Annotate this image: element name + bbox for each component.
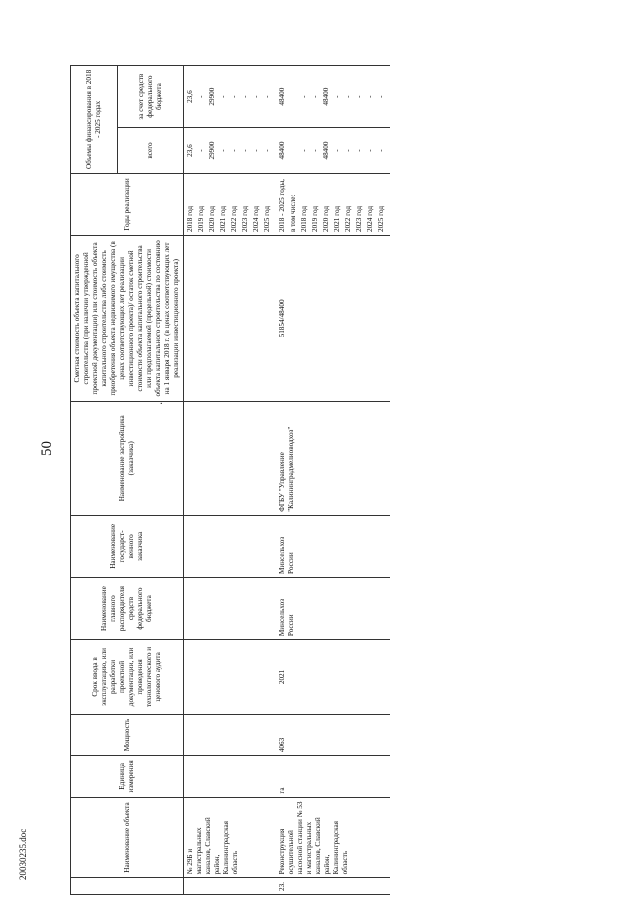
list-value [289, 131, 300, 170]
unit: га [276, 756, 390, 797]
list-value: 48400 [322, 141, 330, 160]
developer: ФГБУ "Управление "Калининградмелиоводхоз" [276, 401, 390, 515]
list-value: - [230, 149, 238, 152]
header-blank [71, 878, 184, 895]
footer-filename: 20030235.doc [18, 828, 28, 880]
investment-table [70, 65, 390, 895]
row-number: 23. [276, 878, 390, 895]
header-capacity: Мощность [71, 714, 184, 755]
header-unit: Единица измерения [71, 756, 184, 797]
list-value: - [333, 95, 341, 98]
header-years: Годы реализации [71, 173, 184, 235]
list-value: - [252, 149, 260, 152]
list-value: - [377, 149, 385, 152]
header-funding-group: Объемы финансирования в 2018 - 2025 годах [71, 66, 118, 174]
list-value: 23,6 [186, 144, 194, 157]
list-value: - [263, 149, 271, 152]
list-value: - [300, 149, 308, 152]
list-value: - [197, 95, 205, 98]
list-value: 2019 год [311, 206, 319, 232]
years-list [184, 173, 277, 235]
list-value: 2020 год [322, 206, 330, 232]
list-value: - [366, 95, 374, 98]
total-list [276, 128, 390, 174]
table-row [276, 66, 390, 895]
years-list [276, 173, 390, 235]
estimate: 51854/48400 [276, 236, 390, 402]
object-name: Реконструкция осушительной насосной станции № 53 и магистральных каналов, Славский район, Калининградская область [276, 797, 390, 878]
list-value: - [252, 95, 260, 98]
list-value: в том числе: [289, 194, 297, 232]
stray-mark: . [160, 396, 163, 407]
list-value [289, 69, 300, 124]
list-value: - [311, 95, 319, 98]
list-value: - [344, 149, 352, 152]
list-value: - [355, 149, 363, 152]
page-number: 50 [39, 441, 55, 456]
header-main-manager: Наименование главного распорядителя средств федерального бюджета [71, 577, 184, 639]
list-value: - [344, 95, 352, 98]
object-name: № 29Б и магистральных каналов, Славский район, Калининградская область [184, 797, 277, 878]
list-value: 2018 год [186, 206, 194, 232]
list-value: 2020 год [208, 206, 216, 232]
list-value: 2022 год [344, 206, 352, 232]
table-row [184, 66, 277, 895]
list-value: 29900 [208, 141, 216, 160]
commission-year: 2021 [276, 640, 390, 715]
header-total: всего [118, 128, 184, 174]
list-value: - [241, 95, 249, 98]
list-value: - [263, 95, 271, 98]
list-value: - [197, 149, 205, 152]
list-value: 2024 год [252, 206, 260, 232]
list-value: - [230, 95, 238, 98]
main-manager: Минсельхоз России [276, 577, 390, 639]
customer: Минсельхоз России [276, 515, 390, 577]
list-value: 2023 год [355, 206, 363, 232]
list-value: 48400 [278, 87, 286, 106]
list-value: 2021 год [333, 206, 341, 232]
list-value: 29900 [208, 87, 216, 106]
header-estimate: Сметная стоимость объекта капитального строительства (при наличии утвержденной проектной документации) или стоимость объекта капитального строительства либо стоимость приобретения объекта недвижимого имущества (в ценах соответствующих лет реализации инвестиционного проекта)/ остаток сметной стоимости объекта капитального строительства или предполагаемой (предельной) стоимости объекта капитального строительства по состоянию на 1 января 2018 г. (в ценах соответствующих лет реализации инвестиционного проекта) [71, 236, 184, 402]
list-value: 2018 - 2025 годы, [278, 179, 286, 232]
list-value: 2024 год [366, 206, 374, 232]
capacity: 4063 [276, 714, 390, 755]
list-value: 2018 год [300, 206, 308, 232]
federal-list [276, 66, 390, 128]
list-value: 48400 [322, 87, 330, 106]
header-customer: Наименование государст-венного заказчика [71, 515, 184, 577]
list-value: - [300, 95, 308, 98]
list-value: 2022 год [230, 206, 238, 232]
list-value: 2025 год [263, 206, 271, 232]
list-value: 2021 год [219, 206, 227, 232]
total-list [184, 128, 277, 174]
federal-list [184, 66, 277, 128]
header-name: Наименование объекта [71, 797, 184, 878]
list-value: - [355, 95, 363, 98]
list-value: - [333, 149, 341, 152]
list-value: - [366, 149, 374, 152]
list-value: - [219, 149, 227, 152]
list-value: 2025 год [377, 206, 385, 232]
list-value: - [311, 149, 319, 152]
list-value: 48400 [278, 141, 286, 160]
header-developer: Наименование застройщика (заказчика) [71, 401, 184, 515]
list-value: 2023 год [241, 206, 249, 232]
list-value: 2019 год [197, 206, 205, 232]
list-value: - [219, 95, 227, 98]
rotated-table-wrapper [70, 65, 635, 895]
list-value: 23,6 [186, 90, 194, 103]
header-federal: за счет средств федерального бюджета [118, 66, 184, 128]
list-value: - [377, 95, 385, 98]
header-commission: Срок ввода в эксплуатацию, или разработки проектной документации, или проведения технологического и ценового аудита [71, 640, 184, 715]
list-value: - [241, 149, 249, 152]
